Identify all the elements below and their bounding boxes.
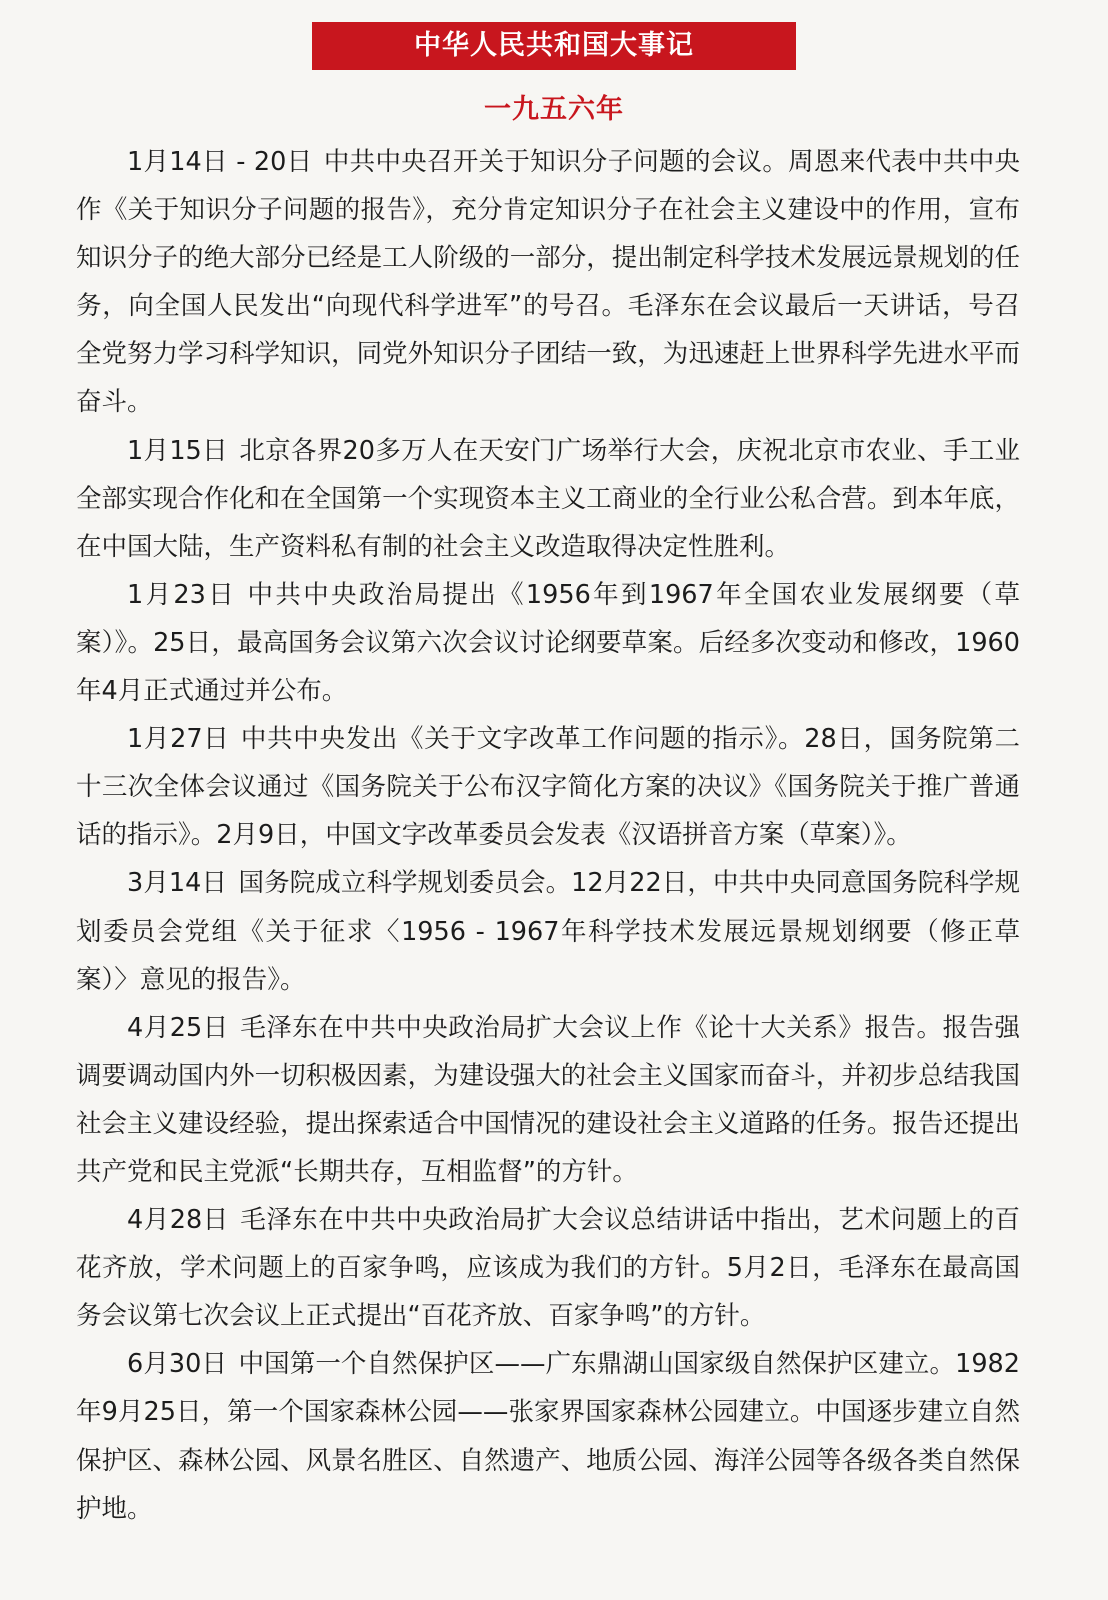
title-banner: 中华人民共和国大事记 bbox=[312, 22, 796, 70]
entry-date: 1月14日 - 20日 bbox=[127, 147, 313, 177]
entry-date: 3月14日 bbox=[127, 868, 228, 899]
chronicle-entries bbox=[0, 138, 1108, 1533]
entry-text: 中共中央发出《关于文字改革工作问题的指示》。28日，国务院第二十三次全体会议通过《国务院关于公布汉字简化方案的决议》《国务院关于推广普通话的指示》。2月9日，中国文字改革委员会发表《汉语拼音方案（草案）》。 bbox=[76, 724, 1021, 851]
chronicle-entry bbox=[76, 571, 1020, 715]
chronicle-entry bbox=[76, 715, 1020, 859]
entry-date: 4月25日 bbox=[127, 1012, 229, 1043]
entry-date: 1月27日 bbox=[127, 724, 230, 755]
entry-date: 1月15日 bbox=[127, 435, 228, 466]
entry-text: 中共中央召开关于知识分子问题的会议。周恩来代表中共中央作《关于知识分子问题的报告》，充分肯定知识分子在社会主义建设中的作用，宣布知识分子的绝大部分已经是工人阶级的一部分，提出制定科学技术发展远景规划的任务，向全国人民发出“向现代科学进军”的号召。毛泽东在会议最后一天讲话，号召全党努力学习科学知识，同党外知识分子团结一致，为迅速赶上世界科学先进水平而奋斗。 bbox=[76, 147, 1020, 418]
entry-date: 1月23日 bbox=[127, 579, 237, 610]
chronicle-entry bbox=[76, 1004, 1020, 1196]
chronicle-entry bbox=[76, 1340, 1020, 1532]
entry-date: 6月30日 bbox=[127, 1349, 228, 1380]
entry-text: 中共中央政治局提出《1956年到1967年全国农业发展纲要（草案）》。25日，最高国务会议第六次会议讨论纲要草案。后经多次变动和修改，1960年4月正式通过并公布。 bbox=[76, 579, 1021, 707]
entry-text: 国务院成立科学规划委员会。12月22日，中共中央同意国务院科学规划委员会党组《关于征求〈1956 - 1967年科学技术发展远景规划纲要（修正草案）〉意见的报告》。 bbox=[76, 868, 1020, 995]
year-heading: 一九五六年 bbox=[484, 94, 624, 125]
entry-text: 中国第一个自然保护区——广东鼎湖山国家级自然保护区建立。1982年9月25日，第一个国家森林公园——张家界国家森林公园建立。中国逐步建立自然保护区、森林公园、风景名胜区、自然遗产、地质公园、海洋公园等各级各类自然保护地。 bbox=[76, 1349, 1021, 1524]
chronicle-entry bbox=[76, 427, 1020, 571]
entry-text: 毛泽东在中共中央政治局扩大会议总结讲话中指出，艺术问题上的百花齐放，学术问题上的百家争鸣，应该成为我们的方针。5月2日，毛泽东在最高国务会议第七次会议上正式提出“百花齐放、百家争鸣”的方针。 bbox=[76, 1205, 1020, 1332]
entry-date: 4月28日 bbox=[127, 1205, 229, 1236]
entry-text: 毛泽东在中共中央政治局扩大会议上作《论十大关系》报告。报告强调要调动国内外一切积极因素，为建设强大的社会主义国家而奋斗，并初步总结我国社会主义建设经验，提出探索适合中国情况的建设社会主义道路的任务。报告还提出共产党和民主党派“长期共存，互相监督”的方针。 bbox=[76, 1012, 1020, 1187]
chronicle-entry bbox=[76, 138, 1020, 427]
entry-text: 北京各界20多万人在天安门广场举行大会，庆祝北京市农业、手工业全部实现合作化和在全国第一个实现资本主义工商业的全行业公私合营。到本年底，在中国大陆，生产资料私有制的社会主义改造取得决定性胜利。 bbox=[76, 435, 1020, 562]
chronicle-entry bbox=[76, 859, 1020, 1003]
chronicle-entry bbox=[76, 1196, 1020, 1340]
